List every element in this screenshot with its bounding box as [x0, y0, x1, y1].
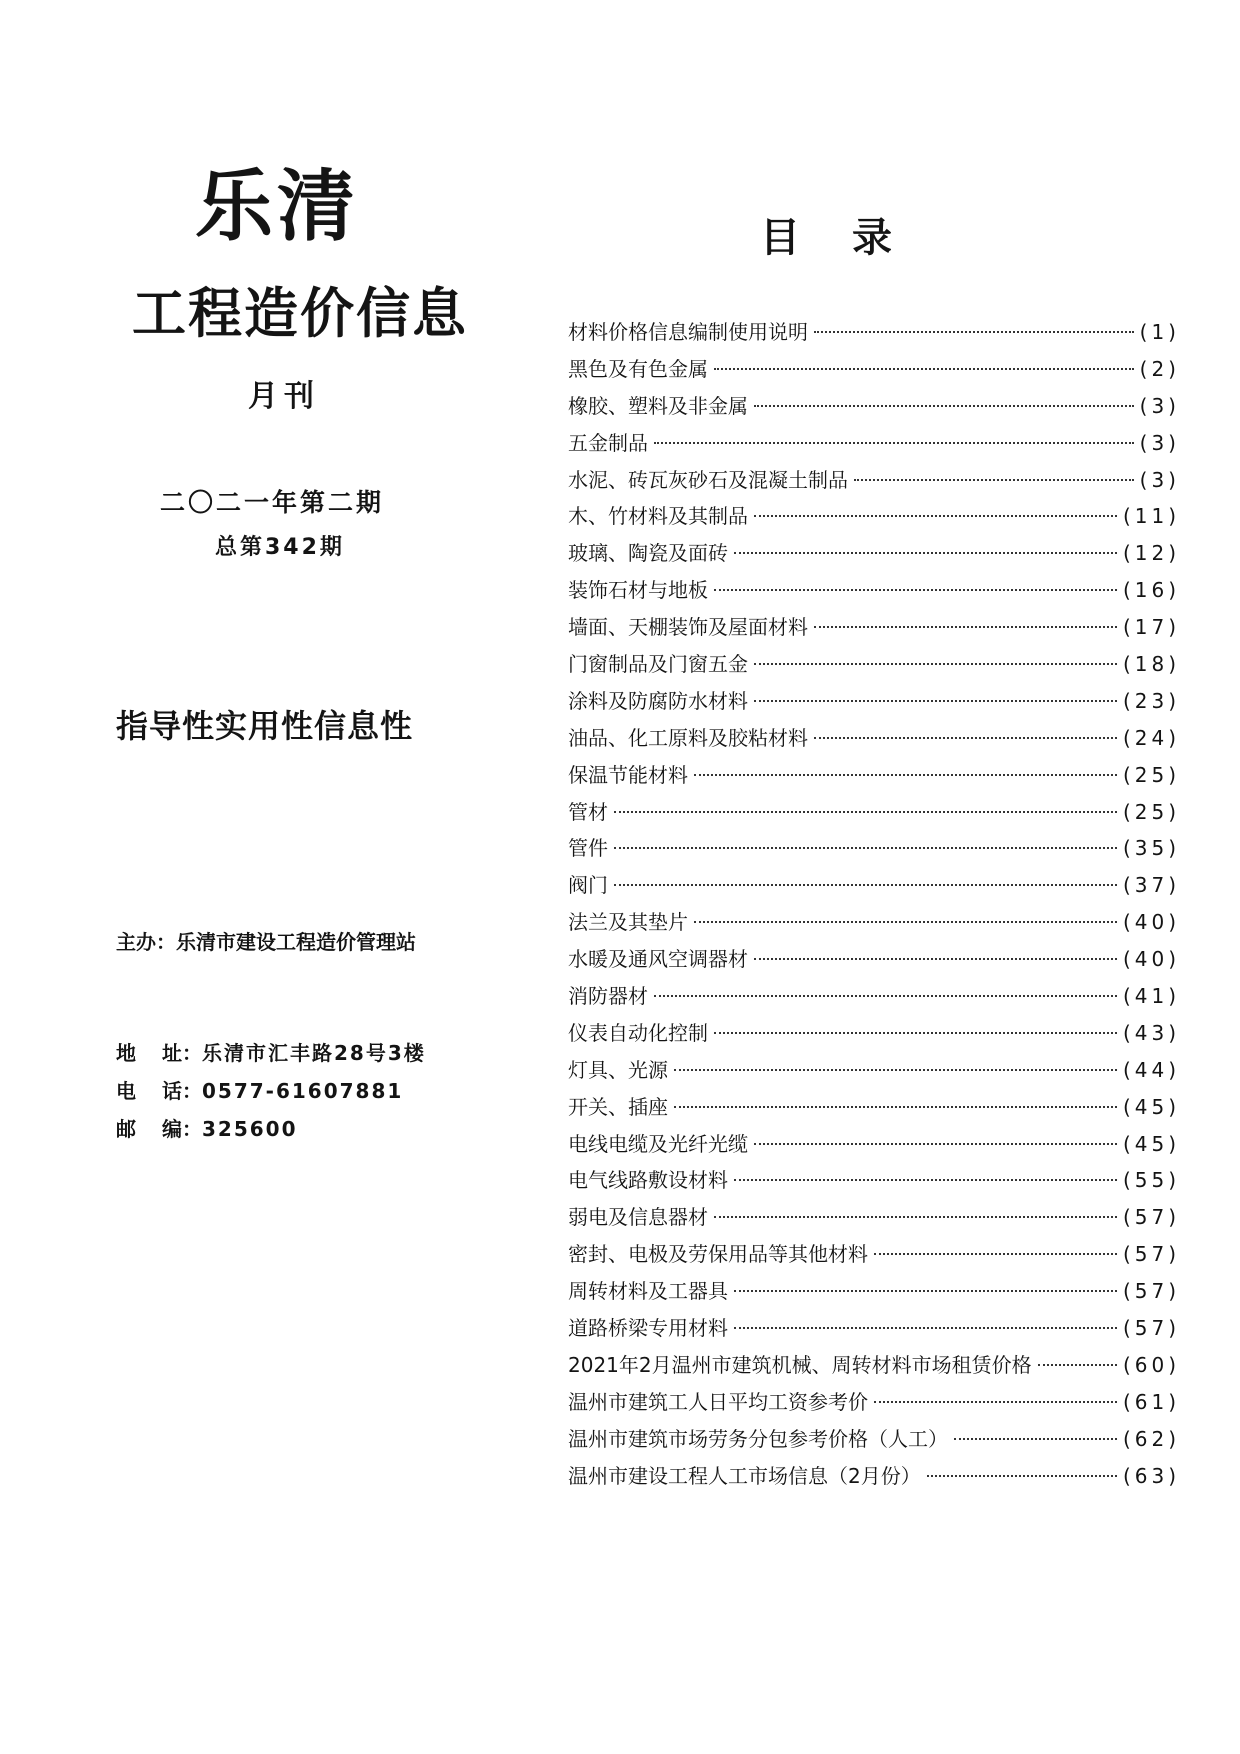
toc-entry-page: (1) — [1139, 320, 1180, 344]
toc-entry-title: 木、竹材料及其制品 — [568, 504, 748, 529]
toc-entry-page: (57) — [1122, 1316, 1180, 1341]
contact-block — [116, 1034, 426, 1148]
table-of-contents — [560, 0, 1240, 1754]
toc-entry-page: (2) — [1139, 356, 1180, 381]
toc-entry[interactable] — [568, 609, 1230, 646]
toc-entry-title: 黑色及有色金属 — [568, 356, 708, 381]
toc-entry-title: 水暖及通风空调器材 — [568, 947, 748, 972]
toc-entry-page: (18) — [1122, 652, 1180, 677]
toc-leader-dots — [674, 1069, 1117, 1071]
toc-entry-page: (11) — [1122, 504, 1180, 529]
toc-entry-title: 管材 — [568, 799, 608, 824]
toc-entry-title: 2021年2月温州市建筑机械、周转材料市场租赁价格 — [568, 1352, 1032, 1377]
toc-entry[interactable] — [568, 462, 1230, 499]
toc-entry[interactable] — [568, 904, 1230, 941]
toc-leader-dots — [854, 479, 1134, 481]
toc-entry[interactable] — [568, 1421, 1230, 1458]
toc-entry-page: (62) — [1122, 1426, 1180, 1451]
toc-entry-title: 周转材料及工器具 — [568, 1279, 728, 1304]
toc-leader-dots — [714, 1216, 1117, 1218]
toc-entry-page: (60) — [1122, 1352, 1180, 1377]
toc-leader-dots — [654, 995, 1117, 997]
toc-leader-dots — [734, 552, 1117, 554]
toc-heading: 目录 — [760, 215, 944, 261]
issue-year: 二〇二一年第二期 — [160, 488, 385, 517]
toc-entry-title: 温州市建筑工人日平均工资参考价 — [568, 1389, 868, 1414]
toc-entry-title: 保温节能材料 — [568, 762, 688, 787]
toc-entry[interactable] — [568, 1089, 1230, 1126]
toc-entry-title: 橡胶、塑料及非金属 — [568, 393, 748, 418]
toc-leader-dots — [694, 921, 1117, 923]
toc-entry-page: (44) — [1122, 1057, 1180, 1082]
toc-entry-title: 阀门 — [568, 873, 608, 898]
toc-entry-title: 法兰及其垫片 — [568, 910, 688, 935]
toc-entry-page: (23) — [1122, 688, 1180, 713]
toc-entry-page: (45) — [1122, 1094, 1180, 1119]
contact-label-char: 电 — [116, 1079, 136, 1103]
toc-entry-page: (45) — [1122, 1131, 1180, 1156]
toc-entry[interactable] — [568, 314, 1230, 351]
toc-leader-dots — [714, 589, 1117, 591]
cover-title: 工程造价信息 — [132, 282, 468, 345]
toc-entry-page: (3) — [1139, 430, 1180, 455]
toc-entry-page: (17) — [1122, 615, 1180, 640]
toc-entry-title: 墙面、天棚装饰及屋面材料 — [568, 615, 808, 640]
cover-panel — [0, 0, 560, 1754]
toc-entry[interactable] — [568, 1052, 1230, 1089]
toc-entry[interactable] — [568, 646, 1230, 683]
toc-entry-page: (16) — [1122, 578, 1180, 603]
toc-entry-title: 温州市建设工程人工市场信息（2月份） — [568, 1463, 921, 1488]
toc-leader-dots — [614, 847, 1117, 849]
contact-label-char: 邮 — [116, 1117, 136, 1141]
toc-entry-title: 电线电缆及光纤光缆 — [568, 1131, 748, 1156]
toc-leader-dots — [654, 442, 1134, 444]
toc-entry-title: 密封、电极及劳保用品等其他材料 — [568, 1242, 868, 1267]
toc-entry[interactable] — [568, 351, 1230, 388]
contact-label-char: 址 — [162, 1041, 182, 1065]
toc-entry-page: (43) — [1122, 1020, 1180, 1045]
toc-entry-page: (41) — [1122, 984, 1180, 1009]
contact-label-char: 编 — [162, 1117, 182, 1141]
toc-entry-title: 道路桥梁专用材料 — [568, 1316, 728, 1341]
toc-entry-page: (55) — [1122, 1168, 1180, 1193]
toc-leader-dots — [734, 1327, 1117, 1329]
toc-entry-page: (24) — [1122, 725, 1180, 750]
toc-leader-dots — [674, 1106, 1117, 1108]
toc-entry-title: 管件 — [568, 836, 608, 861]
toc-entry[interactable] — [568, 1236, 1230, 1273]
toc-entry[interactable] — [568, 720, 1230, 757]
contact-value: 乐清市汇丰路28号3楼 — [202, 1041, 426, 1065]
toc-entry-title: 油品、化工原料及胶粘材料 — [568, 725, 808, 750]
toc-leader-dots — [714, 368, 1134, 370]
toc-entry-page: (37) — [1122, 873, 1180, 898]
toc-entry-page: (40) — [1122, 947, 1180, 972]
toc-entry-title: 门窗制品及门窗五金 — [568, 652, 748, 677]
toc-entry-page: (63) — [1122, 1463, 1180, 1488]
toc-leader-dots — [874, 1253, 1117, 1255]
toc-entry-title: 仪表自动化控制 — [568, 1020, 708, 1045]
toc-entry-page: (40) — [1122, 910, 1180, 935]
toc-entry[interactable] — [568, 683, 1230, 720]
toc-entry-title: 玻璃、陶瓷及面砖 — [568, 541, 728, 566]
toc-entry-page: (57) — [1122, 1279, 1180, 1304]
toc-leader-dots — [874, 1401, 1117, 1403]
contact-phone: 电 话 ： 0577-61607881 — [116, 1072, 426, 1110]
toc-entry[interactable] — [568, 867, 1230, 904]
toc-leader-dots — [754, 700, 1117, 702]
toc-entry-page: (25) — [1122, 799, 1180, 824]
contact-label — [116, 1072, 182, 1110]
toc-leader-dots — [734, 1290, 1117, 1292]
toc-entry[interactable] — [568, 425, 1230, 462]
toc-entry[interactable] — [568, 1458, 1230, 1495]
toc-leader-dots — [614, 884, 1117, 886]
toc-leader-dots — [814, 626, 1117, 628]
toc-entry-title: 水泥、砖瓦灰砂石及混凝土制品 — [568, 467, 848, 492]
toc-leader-dots — [754, 958, 1117, 960]
toc-entry-page: (3) — [1139, 467, 1180, 492]
publisher-host: 主办：乐清市建设工程造价管理站 — [116, 930, 416, 954]
toc-leader-dots — [694, 774, 1117, 776]
contact-address: 地 址 ： 乐清市汇丰路28号3楼 — [116, 1034, 426, 1072]
toc-leader-dots — [814, 331, 1134, 333]
toc-entry[interactable] — [568, 388, 1230, 425]
toc-entry-page: (57) — [1122, 1242, 1180, 1267]
toc-leader-dots — [754, 663, 1117, 665]
toc-leader-dots — [814, 737, 1117, 739]
contact-label — [116, 1110, 182, 1148]
toc-entry-title: 五金制品 — [568, 430, 648, 455]
toc-leader-dots — [614, 811, 1117, 813]
toc-leader-dots — [734, 1179, 1117, 1181]
toc-entry-page: (35) — [1122, 836, 1180, 861]
toc-entry[interactable] — [568, 978, 1230, 1015]
toc-entry[interactable] — [568, 1199, 1230, 1236]
cover-brand: 乐清 — [195, 162, 360, 252]
toc-entry[interactable] — [568, 1126, 1230, 1163]
contact-postcode: 邮 编 ： 325600 — [116, 1110, 426, 1148]
toc-entry-page: (57) — [1122, 1205, 1180, 1230]
toc-entry-page: (25) — [1122, 762, 1180, 787]
cover-slogan: 指导性实用性信息性 — [116, 707, 414, 745]
toc-entry-title: 灯具、光源 — [568, 1057, 668, 1082]
issue-total: 总第342期 — [215, 535, 345, 560]
toc-entry-title: 温州市建筑市场劳务分包参考价格（人工） — [568, 1426, 948, 1451]
toc-leader-dots — [714, 1032, 1117, 1034]
toc-entry[interactable] — [568, 498, 1230, 535]
toc-entry-title: 弱电及信息器材 — [568, 1205, 708, 1230]
toc-leader-dots — [927, 1475, 1117, 1477]
cover-subtitle: 月刊 — [248, 379, 320, 414]
contact-value: 325600 — [202, 1117, 298, 1141]
toc-entry[interactable] — [568, 1162, 1230, 1199]
toc-entry[interactable] — [568, 794, 1230, 831]
toc-entry-title: 开关、插座 — [568, 1094, 668, 1119]
toc-entry[interactable] — [568, 757, 1230, 794]
toc-list — [568, 314, 1230, 1495]
toc-entry-page: (12) — [1122, 541, 1180, 566]
toc-entry-page: (61) — [1122, 1389, 1180, 1414]
toc-entry[interactable] — [568, 1384, 1230, 1421]
toc-entry-title: 涂料及防腐防水材料 — [568, 688, 748, 713]
toc-leader-dots — [1038, 1364, 1117, 1366]
toc-leader-dots — [754, 515, 1117, 517]
toc-entry[interactable] — [568, 1347, 1230, 1384]
toc-entry-page: (3) — [1139, 393, 1180, 418]
toc-entry[interactable] — [568, 1310, 1230, 1347]
toc-leader-dots — [954, 1438, 1117, 1440]
toc-entry[interactable] — [568, 572, 1230, 609]
toc-entry[interactable] — [568, 941, 1230, 978]
contact-value: 0577-61607881 — [202, 1079, 404, 1103]
toc-leader-dots — [754, 405, 1134, 407]
contact-label-char: 话 — [162, 1079, 182, 1103]
toc-entry[interactable] — [568, 830, 1230, 867]
toc-entry-title: 电气线路敷设材料 — [568, 1168, 728, 1193]
toc-entry[interactable] — [568, 535, 1230, 572]
toc-entry-title: 装饰石材与地板 — [568, 578, 708, 603]
toc-leader-dots — [754, 1143, 1117, 1145]
toc-entry-title: 材料价格信息编制使用说明 — [568, 320, 808, 344]
contact-label-char: 地 — [116, 1041, 136, 1065]
toc-entry[interactable] — [568, 1015, 1230, 1052]
toc-entry[interactable] — [568, 1273, 1230, 1310]
contact-label — [116, 1034, 182, 1072]
toc-entry-title: 消防器材 — [568, 984, 648, 1009]
